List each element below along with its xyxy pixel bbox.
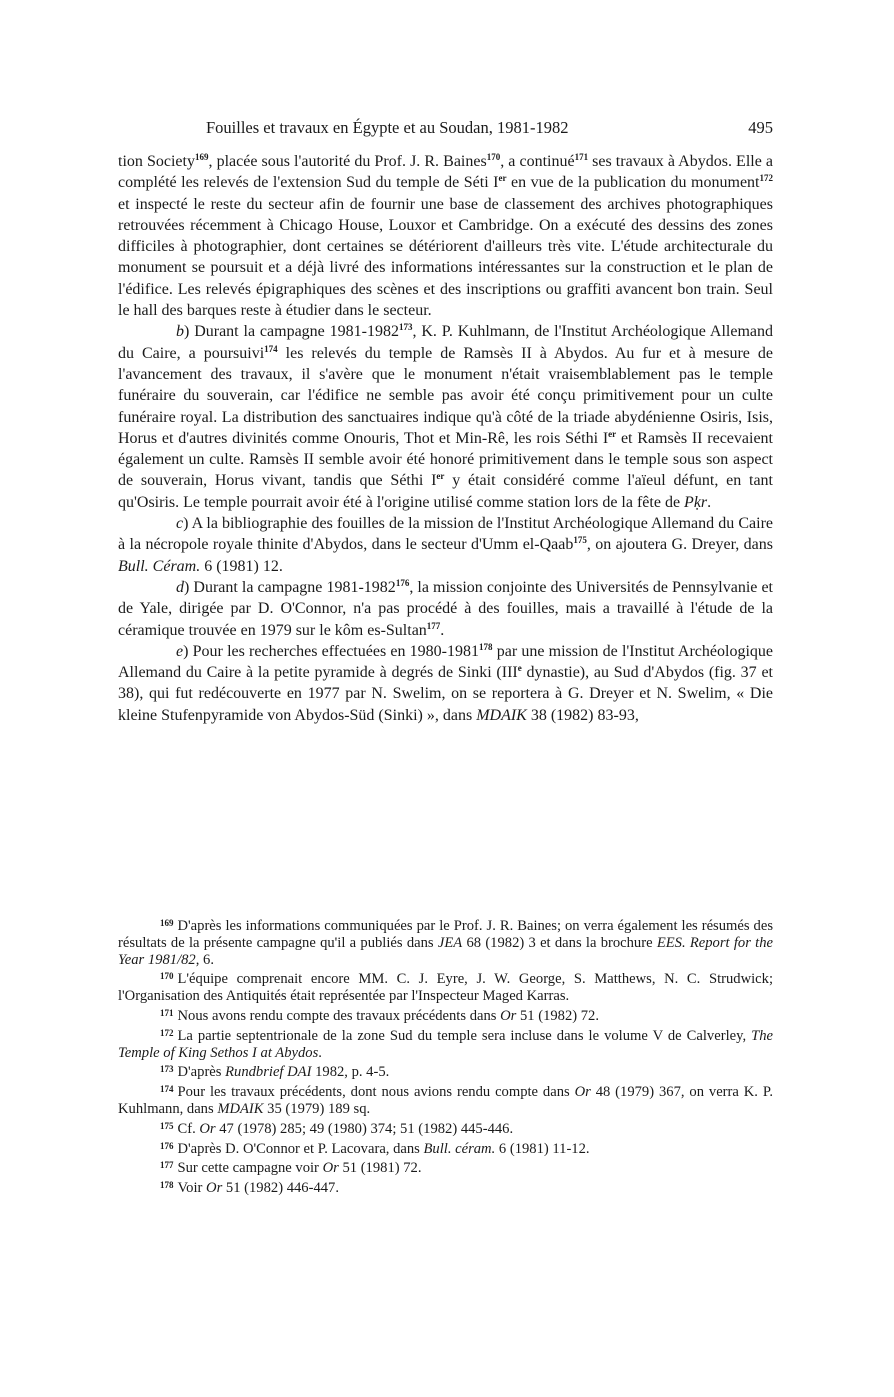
text-run: , placée sous l'autorité du Prof. J. R. Baines <box>208 153 487 170</box>
main-text <box>118 151 773 726</box>
text-run: 51 (1982) 72. <box>516 1007 600 1024</box>
paragraph-d <box>118 577 773 641</box>
text-run: L'équipe comprenait encore MM. C. J. Eyre, J. W. George, S. Matthews, N. C. Strudwick; l'Organisation des Antiquités était représentée par l'Inspecteur Maged Karras. <box>118 971 773 1005</box>
italic-text: Bull. céram. <box>423 1140 496 1157</box>
footnote-172 <box>118 1025 773 1062</box>
italic-text: Or <box>322 1160 339 1177</box>
superscript: 170 <box>486 152 501 162</box>
italic-text: MDAIK <box>476 706 527 724</box>
text-run: ) Durant la campagne 1981-1982 <box>184 578 396 596</box>
footnote-number: 177 <box>160 1160 174 1171</box>
text-run: 68 (1982) 3 et dans la brochure <box>462 934 657 951</box>
text-run: , 6. <box>195 951 214 968</box>
footnote-number: 178 <box>160 1180 174 1191</box>
text-run: ) Pour les recherches effectuées en 1980-1981 <box>183 642 480 660</box>
paragraph-c <box>118 513 773 577</box>
footnote-number: 172 <box>160 1027 174 1038</box>
footnote-number: 171 <box>160 1007 174 1018</box>
paragraph-b <box>118 321 773 513</box>
text-run: D'après les informations communiquées par le Prof. J. R. Baines; on verra également les résumés des résultats de la présente campagne qu'il a publiés dans <box>118 918 773 951</box>
italic-text: e <box>176 642 184 660</box>
text-run: Pour les travaux précédents, dont nous avions rendu compte dans <box>177 1084 575 1101</box>
text-run: dynastie), au Sud d'Abydos (fig. 37 et 38), qui fut redécouverte en 1977 par N. Swelim, on se reportera à G. Dreyer et N. Swelim, « Die kleine Stufenpyramide von Abydos-Süd (Sinki) », dans <box>118 664 773 724</box>
text-run: tion Society <box>118 153 195 170</box>
text-run: ) A la bibliographie des fouilles de la mission de l'Institut Archéologique Allemand du Caire à la nécropole royale thinite d'Abydos, dans le secteur d'Umm el-Qaab <box>118 515 773 554</box>
footnote-number: 176 <box>160 1140 174 1151</box>
text-run: ) Durant la campagne 1981-1982 <box>184 323 399 341</box>
italic-text: Or <box>500 1007 517 1024</box>
text-run: les relevés du temple de Ramsès II à Abydos. Au fur et à mesure de l'avancement des travaux, il s'avère que le monument n'était vraisemblablement pas le temple funéraire du souverain, car l'édifice ne semble pas avoir été conçu primitivement pour un culte funéraire royal. La distribution des sanctuaires indique qu'à côté de la triade abydénienne Osiris, Isis, Horus et d'autres divinités comme Onouris, Thot et Min-Rê, les rois Séthi I <box>118 344 773 447</box>
text-run: 1982, p. 4-5. <box>311 1064 390 1081</box>
italic-text: d <box>176 578 184 596</box>
superscript: 171 <box>574 152 589 162</box>
superscript: er <box>608 428 617 439</box>
superscript: 173 <box>398 322 413 333</box>
superscript: 172 <box>759 173 773 184</box>
text-run: ses travaux à Abydos. Elle a complété les relevés de l'extension Sud du temple de Séti I <box>118 153 774 192</box>
italic-text: Rundbrief DAI <box>225 1064 312 1081</box>
text-run: . <box>440 621 445 639</box>
text-run: , la mission conjointe des Universités de Pennsylvanie et de Yale, dirigée par D. O'Connor, n'a pas procédé à des fouilles, mais a travaillé à l'étude de la céramique trouvée en 1979 sur le kôm es-Sultan <box>118 578 774 639</box>
text-run: par une mission de l'Institut Archéologique Allemand du Caire à la petite pyramide à degrés de Sinki (III <box>118 642 774 682</box>
footnote-169 <box>118 915 773 968</box>
footnote-number: 175 <box>160 1120 174 1131</box>
italic-text: b <box>176 323 184 341</box>
superscript: er <box>498 173 507 184</box>
text-run: 6 (1981) 12. <box>200 557 283 575</box>
footnote-177 <box>118 1157 773 1177</box>
footnote-173 <box>118 1061 773 1081</box>
text-run: 38 (1982) 83-93, <box>526 706 639 724</box>
superscript: 178 <box>479 641 493 652</box>
superscript: 176 <box>395 577 410 588</box>
footnote-number: 173 <box>160 1064 174 1075</box>
italic-text: c <box>176 515 184 533</box>
italic-text: Or <box>574 1084 591 1101</box>
italic-text: Pḳr <box>684 493 708 511</box>
text-run: Sur cette campagne voir <box>177 1160 323 1177</box>
italic-text: MDAIK <box>217 1100 264 1117</box>
footnote-number: 174 <box>160 1084 174 1095</box>
text-run: , K. P. Kuhlmann, de l'Institut Archéologique Allemand du Caire, a poursuivi <box>118 323 773 362</box>
superscript: 177 <box>426 620 441 631</box>
footnotes <box>118 915 773 1197</box>
text-run: et Ramsès II recevaient également un culte. Ramsès II semble avoir été honoré primitivement dans le temple sous son aspect de souverain, Horus vivant, tandis que Séthi I <box>118 429 773 490</box>
text-run: 47 (1978) 285; 49 (1980) 374; 51 (1982) 445-446. <box>215 1120 514 1137</box>
text-run: y était considéré comme l'aïeul défunt, en tant qu'Osiris. Le temple pourrait avoir été à l'origine utilisé comme station lors de la fête de <box>118 472 773 511</box>
text-run: La partie septentrionale de la zone Sud du temple sera incluse dans le volume V de Calverley, <box>177 1027 752 1044</box>
footnote-170 <box>118 968 773 1005</box>
footnote-number: 169 <box>160 918 174 928</box>
text-run: . <box>707 493 712 511</box>
text-run: . <box>318 1044 322 1061</box>
italic-text: EES. Report for the Year 1981/82 <box>118 934 773 968</box>
superscript: e <box>517 663 522 674</box>
superscript: er <box>436 471 445 482</box>
footnote-178 <box>118 1177 773 1197</box>
superscript: 174 <box>264 343 278 354</box>
italic-text: Bull. Céram. <box>118 557 201 575</box>
footnote-174 <box>118 1081 773 1118</box>
footnote-176 <box>118 1138 773 1158</box>
text-run: D'après <box>177 1064 226 1081</box>
text-run: Voir <box>177 1180 207 1197</box>
text-run: Nous avons rendu compte des travaux précédents dans <box>177 1007 501 1024</box>
text-run: 35 (1979) 189 sq. <box>263 1100 371 1117</box>
page-number: 495 <box>748 118 773 137</box>
text-run: , a continué <box>500 153 575 170</box>
text-run: 6 (1981) 11-12. <box>495 1140 590 1157</box>
text-run: 51 (1981) 72. <box>338 1160 422 1177</box>
italic-text: JEA <box>437 934 463 951</box>
superscript: 175 <box>573 535 587 546</box>
paragraph-intro <box>118 151 773 321</box>
superscript: 169 <box>194 152 209 162</box>
text-run: 48 (1979) 367, on verra K. P. Kuhlmann, dans <box>118 1084 773 1117</box>
text-run: et inspecté le reste du secteur afin de fournir une base de classement des archives photographiques retrouvées récemment à Chicago House, Louxor et Cambridge. On a exécuté des dessins des zones difficiles à photographier, dont certaines se détériorent d'ailleurs très vite. L'étude architecturale du monument se poursuit et a déjà livré des informations intéressantes sur la construction et le plan de l'édifice. Les relevés épigraphiques des scènes et des inscriptions ou graffiti avancent bon train. Seul le hall des barques reste à étudier dans le secteur. <box>118 195 773 320</box>
italic-text: The Temple of King Sethos I at Abydos <box>118 1027 773 1061</box>
paragraph-e <box>118 641 773 726</box>
italic-text: Or <box>206 1180 223 1197</box>
text-run: 51 (1982) 446-447. <box>222 1180 339 1197</box>
italic-text: Or <box>199 1120 216 1137</box>
text-run: Cf. <box>177 1120 200 1137</box>
text-run: , on ajoutera G. Dreyer, dans <box>586 536 773 554</box>
running-title: Fouilles et travaux en Égypte et au Soudan, 1981-1982 <box>206 118 569 137</box>
text-run: D'après D. O'Connor et P. Lacovara, dans <box>177 1140 424 1157</box>
footnote-number: 170 <box>160 971 174 982</box>
footnote-171 <box>118 1005 773 1025</box>
text-run: en vue de la publication du monument <box>506 174 760 192</box>
footnote-175 <box>118 1118 773 1138</box>
